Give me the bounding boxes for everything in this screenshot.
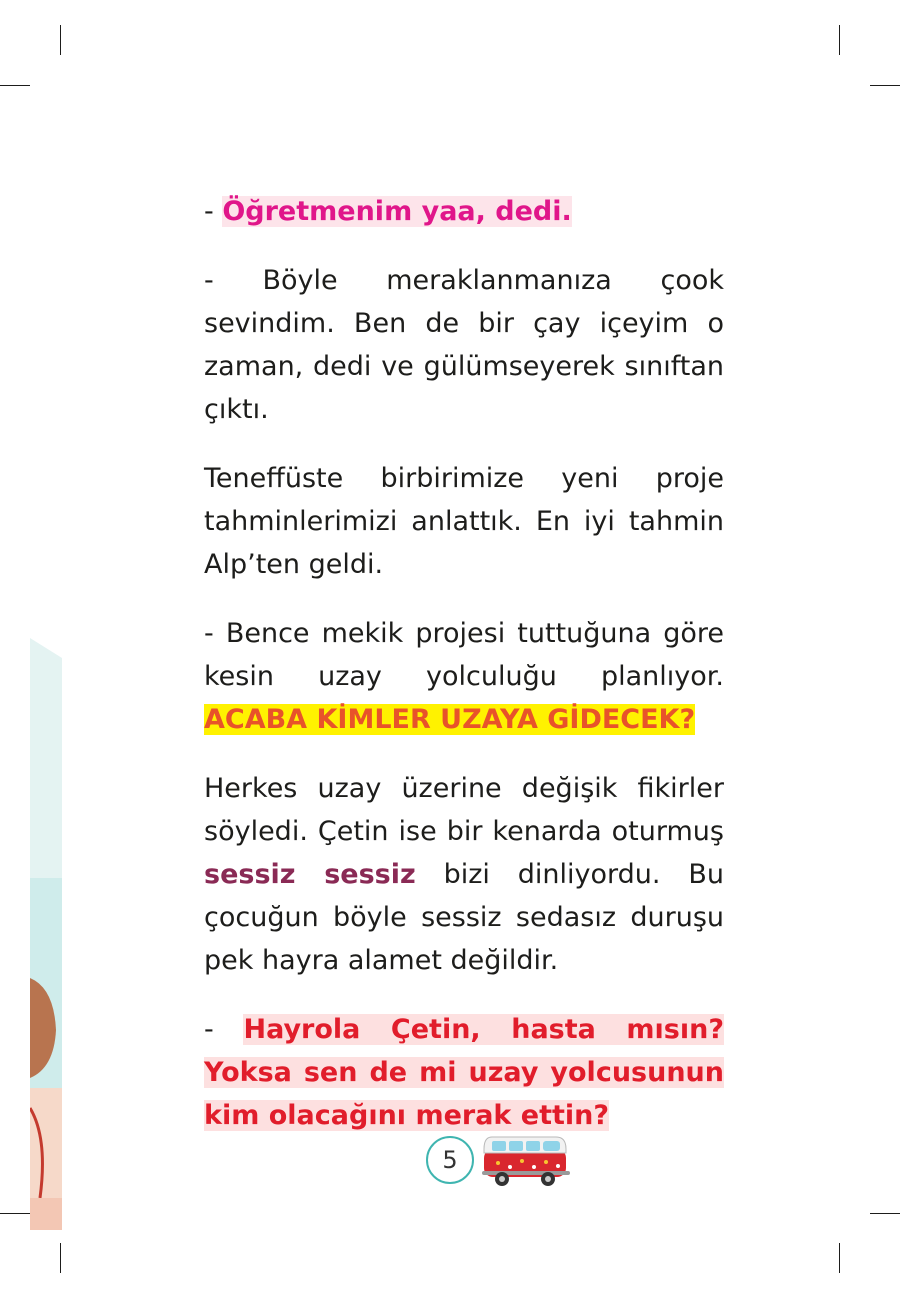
paragraph bbox=[176, 767, 724, 982]
dialogue-dash: - bbox=[204, 618, 226, 649]
crop-mark bbox=[839, 1243, 840, 1273]
crop-mark bbox=[60, 25, 61, 55]
paragraph bbox=[176, 1008, 724, 1137]
highlighted-text: sessiz sessiz bbox=[204, 859, 416, 890]
crop-mark bbox=[870, 85, 900, 86]
text-run: Herkes uzay üzerine değişik fikirler söyledi. Çetin ise bir kenarda oturmuş bbox=[204, 773, 724, 847]
highlighted-text: ACABA KİMLER UZAYA GİDECEK? bbox=[204, 704, 696, 735]
paragraph bbox=[176, 190, 724, 233]
paragraph bbox=[176, 457, 724, 586]
crop-mark bbox=[870, 1213, 900, 1214]
dialogue-dash: - bbox=[204, 1014, 244, 1045]
paragraph bbox=[176, 612, 724, 741]
text-run: Bence mekik projesi tuttuğuna göre kesin uzay yolculuğu planlıyor. bbox=[204, 618, 725, 692]
highlighted-text: Öğretmenim yaa, dedi. bbox=[222, 196, 572, 227]
crop-mark bbox=[60, 1243, 61, 1273]
camper-van-icon bbox=[480, 1133, 572, 1189]
crop-mark bbox=[0, 85, 30, 86]
paragraph bbox=[176, 259, 724, 431]
dialogue-dash: - bbox=[204, 196, 223, 227]
crop-mark bbox=[839, 25, 840, 55]
side-illustration bbox=[30, 638, 62, 1230]
crop-mark bbox=[0, 1213, 30, 1214]
text-run: Böyle meraklanmanıza çook sevindim. Ben de bir çay içeyim o zaman, dedi ve gülümseyerek sınıftan çıktı. bbox=[204, 265, 724, 425]
text-run: Teneffüste birbirimize yeni proje tahminlerimizi anlattık. En iyi tahmin Alp’ten geldi. bbox=[204, 463, 724, 580]
text-run: bizi dinliyordu. Bu çocuğun böyle sessiz sedasız duruşu pek hayra alamet değildir. bbox=[204, 859, 724, 976]
story-text bbox=[176, 190, 724, 1137]
highlighted-text: Hayrola Çetin, hasta mısın? Yoksa sen de mi uzay yolcusunun kim olacağını merak ettin? bbox=[204, 1014, 724, 1131]
page-number: 5 bbox=[426, 1136, 474, 1184]
dialogue-dash: - bbox=[204, 265, 263, 296]
